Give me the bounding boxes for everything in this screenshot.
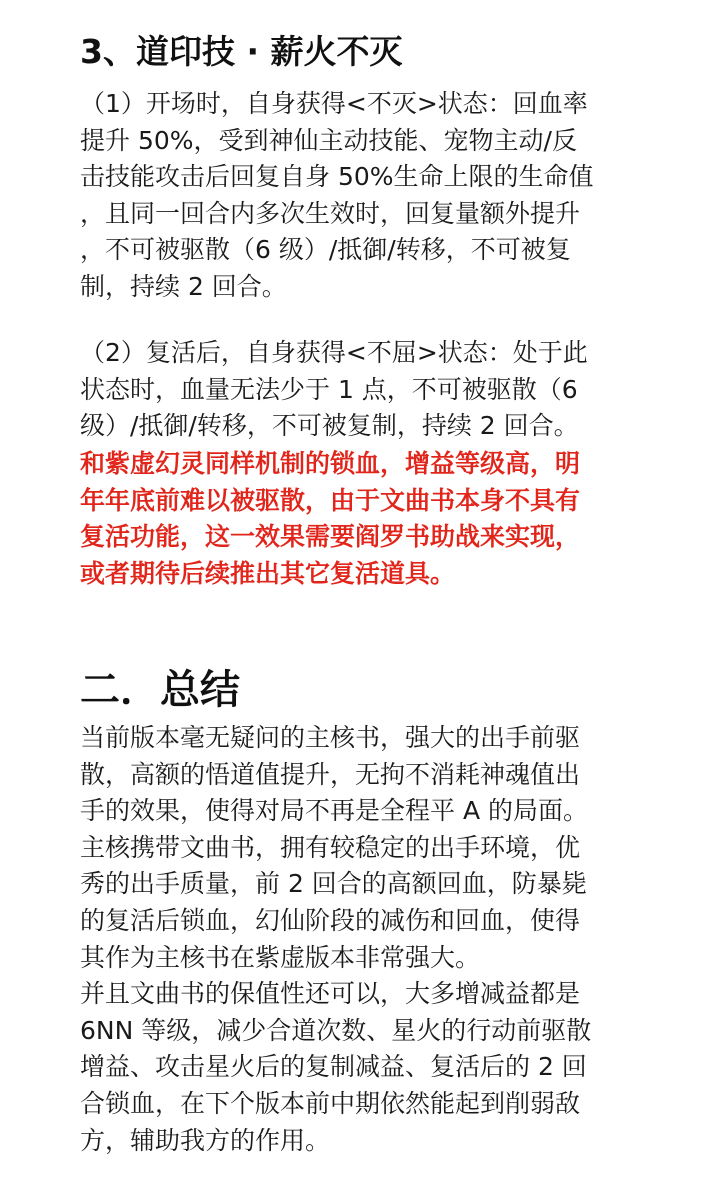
text-line: 方，辅助我方的作用。: [80, 1125, 331, 1155]
skill-effect-paragraph-2: [80, 335, 660, 445]
highlight-note-red: [80, 446, 660, 592]
text-line: 合锁血，在下个版本前中期依然能起到削弱敌: [80, 1088, 581, 1118]
text-line: 散，高额的悟道值提升，无拘不消耗神魂值出: [80, 759, 581, 789]
text-line: 当前版本毫无疑问的主核书，强大的出手前驱: [80, 723, 581, 752]
text-line: ，不可被驱散（6 级）/抵御/转移，不可被复: [80, 235, 571, 265]
section-heading-summary: 二．总结: [80, 667, 240, 713]
text-line: 主核携带文曲书，拥有较稳定的出手环境，优: [80, 832, 581, 862]
text-line: 击技能攻击后回复自身 50%生命上限的生命值: [80, 162, 594, 192]
text-line: 的复活后锁血，幻仙阶段的减伤和回血，使得: [80, 905, 581, 935]
text-line: 级）/抵御/转移，不可被复制，持续 2 回合。: [80, 411, 579, 441]
highlight-line: 复活功能，这一效果需要阎罗书助战来实现，: [80, 522, 581, 552]
text-line: ，且同一回合内多次生效时，回复量额外提升: [80, 198, 581, 228]
text-line: 状态时，血量无法少于 1 点，不可被驱散（6: [80, 374, 578, 404]
text-line: 6NN 等级，减少合道次数、星火的行动前驱散: [80, 1015, 592, 1045]
section-heading-skill: 3、道印技 · 薪火不灭: [80, 32, 403, 71]
text-line: （1）开场时，自身获得<不灭>状态：回血率: [80, 89, 588, 118]
highlight-line: 或者期待后续推出其它复活道具。: [80, 558, 456, 588]
text-line: 秀的出手质量，前 2 回合的高额回血，防暴毙: [80, 869, 587, 899]
text-line: 增益、攻击星火后的复制减益、复活后的 2 回: [80, 1052, 587, 1082]
text-line: 手的效果，使得对局不再是全程平 A 的局面。: [80, 796, 588, 826]
highlight-line: 和紫虚幻灵同样机制的锁血，增益等级高，明: [80, 449, 581, 478]
text-line: 提升 50%，受到神仙主动技能、宠物主动/反: [80, 125, 577, 155]
text-line: 其作为主核书在紫虚版本非常强大。: [80, 942, 481, 972]
skill-effect-paragraph-1: [80, 86, 660, 306]
highlight-line: 年年底前难以被驱散，由于文曲书本身不具有: [80, 485, 581, 515]
text-line: 并且文曲书的保值性还可以，大多增减益都是: [80, 979, 581, 1009]
text-line: 制，持续 2 回合。: [80, 271, 287, 301]
text-line: （2）复活后，自身获得<不屈>状态：处于此: [80, 338, 588, 367]
summary-paragraph: [80, 720, 660, 1159]
